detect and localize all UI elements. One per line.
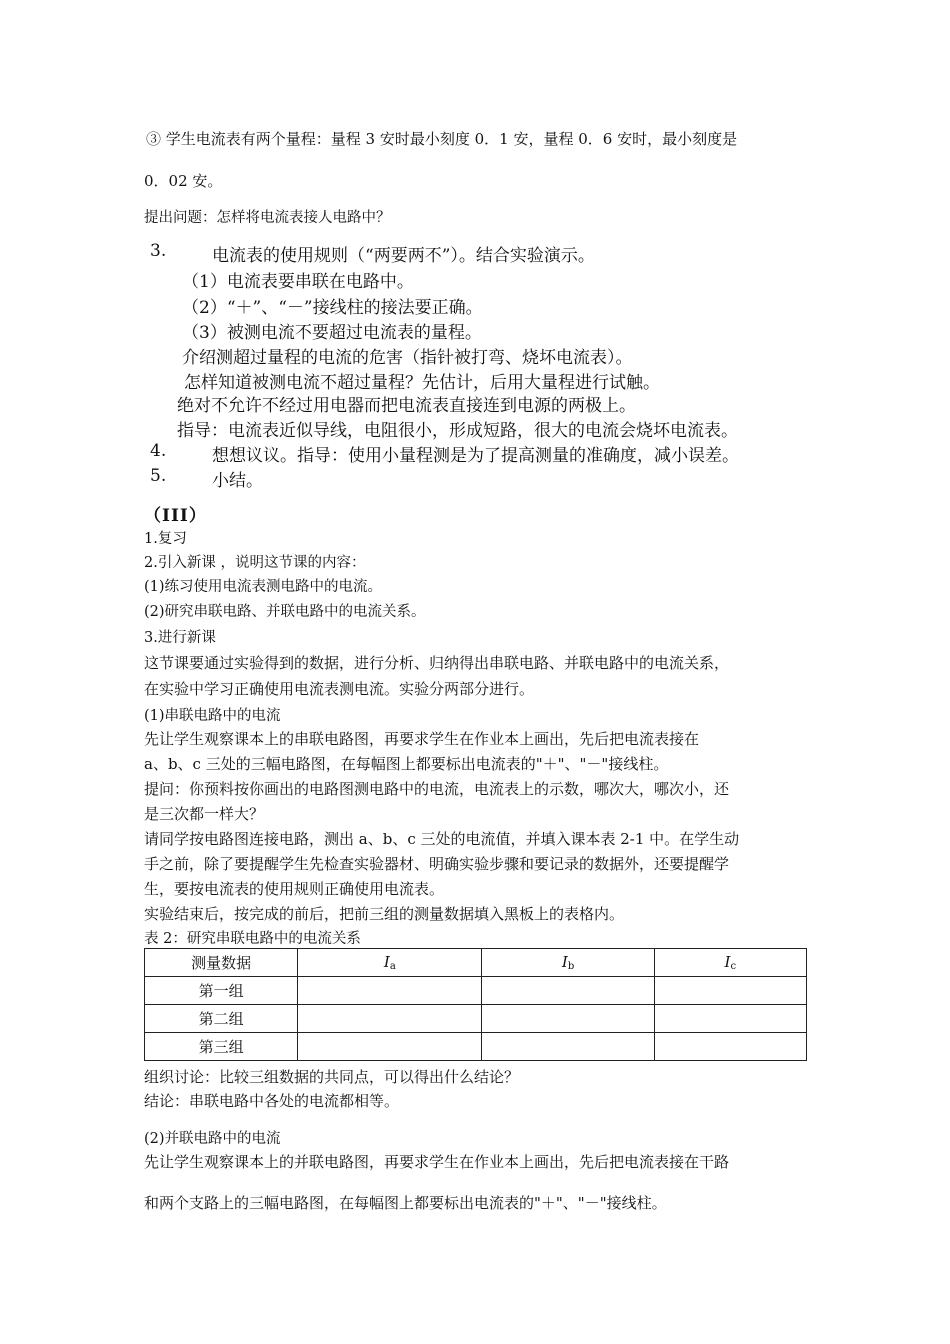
text-line: 先让学生观察课本上的串联电路图，再要求学生在作业本上画出，先后把电流表接在 xyxy=(144,730,700,748)
row-label: 第一组 xyxy=(145,977,298,1005)
table-row xyxy=(145,1033,807,1061)
data-table xyxy=(144,948,807,1061)
table-cell xyxy=(298,1005,482,1033)
header-cell xyxy=(482,949,654,977)
header-symbol: I xyxy=(561,953,568,971)
text-line: 实验结束后，按完成的前后，把前三组的测量数据填入黑板上的表格内。 xyxy=(144,905,625,923)
text-line: 2.引入新课 ，说明这节课的内容： xyxy=(144,555,366,571)
rule-item: 介绍测超过量程的电流的危害（指针被打弯、烧坏电流表）。 xyxy=(182,348,633,368)
table-cell xyxy=(482,977,654,1005)
rule-item: 绝对不允许不经过用电器而把电流表直接连到电源的两极上。 xyxy=(177,396,636,416)
text-line: (2)并联电路中的电流 xyxy=(144,1131,281,1147)
text-line: 组织讨论：比较三组数据的共同点，可以得出什么结论？ xyxy=(144,1068,520,1086)
question-line: 提出问题：怎样将电流表接人电路中？ xyxy=(144,210,391,226)
paragraph-line: 0．02 安。 xyxy=(144,172,223,190)
rule-item: （3）被测电流不要超过电流表的量程。 xyxy=(182,323,482,343)
text-line: (2)研究串联电路、并联电路中的电流关系。 xyxy=(144,604,426,620)
text-line: 是三次都一样大？ xyxy=(144,805,265,823)
text-line: 在实验中学习正确使用电流表测电流。实验分两部分进行。 xyxy=(144,680,535,698)
table-header-row xyxy=(145,949,807,977)
row-label: 第三组 xyxy=(145,1033,298,1061)
table-cell xyxy=(482,1033,654,1061)
table-cell xyxy=(654,1033,806,1061)
header-subscript: a xyxy=(389,961,396,972)
text-line: 结论：串联电路中各处的电流都相等。 xyxy=(144,1092,400,1110)
rule-item: 指导：电流表近似导线，电阻很小，形成短路，很大的电流会烧坏电流表。 xyxy=(177,421,738,441)
text-line: (1)串联电路中的电流 xyxy=(144,708,281,724)
table-cell xyxy=(298,977,482,1005)
rule-item: 怎样知道被测电流不超过量程？先估计，后用大量程进行试触。 xyxy=(184,373,660,393)
text-line: a、b、c 三处的三幅电路图，在每幅图上都要标出电流表的"＋"、"－"接线柱。 xyxy=(144,755,669,773)
header-cell xyxy=(654,949,806,977)
text-line: (1)练习使用电流表测电路中的电流。 xyxy=(144,579,383,595)
header-cell xyxy=(298,949,482,977)
rule-item: （2）“＋”、“－”接线柱的接法要正确。 xyxy=(182,298,483,318)
header-subscript: c xyxy=(730,961,737,972)
text-line: 请同学按电路图连接电路，测出 a、b、c 三处的电流值，并填入课本表 2-1 中。在学生动 xyxy=(144,830,740,848)
header-cell: 测量数据 xyxy=(145,949,298,977)
section-number: 4. xyxy=(150,441,167,461)
rule-item: （1）电流表要串联在电路中。 xyxy=(182,272,414,292)
table-cell xyxy=(654,1005,806,1033)
header-symbol: I xyxy=(383,953,390,971)
header-subscript: b xyxy=(567,961,575,972)
section-title: 电流表的使用规则（“两要两不”）。结合实验演示。 xyxy=(212,246,595,266)
row-label: 第二组 xyxy=(145,1005,298,1033)
text-line: 生，要按电流表的使用规则正确使用电流表。 xyxy=(144,880,445,898)
table-cell xyxy=(482,1005,654,1033)
text-line: 手之前，除了要提醒学生先检查实验器材、明确实验步骤和要记录的数据外，还要提醒学 xyxy=(144,855,730,873)
text-line: 这节课要通过实验得到的数据，进行分析、归纳得出串联电路、并联电路中的电流关系， xyxy=(144,654,730,672)
table-row xyxy=(145,977,807,1005)
text-line: 先让学生观察课本上的并联电路图，再要求学生在作业本上画出，先后把电流表接在干路 xyxy=(144,1153,730,1171)
table-cell xyxy=(654,977,806,1005)
part-heading: （III） xyxy=(144,506,207,526)
text-line: 3.进行新课 xyxy=(144,630,216,646)
table-cell xyxy=(298,1033,482,1061)
text-line: 和两个支路上的三幅电路图，在每幅图上都要标出电流表的"＋"、"－"接线柱。 xyxy=(144,1194,667,1212)
section-number: 5. xyxy=(150,466,167,486)
paragraph-line: ③ 学生电流表有两个量程：量程 3 安时最小刻度 0．1 安，量程 0．6 安时，最小刻度是 xyxy=(146,130,738,148)
text-line: 提问：你预料按你画出的电路图测电路中的电流，电流表上的示数，哪次大，哪次小，还 xyxy=(144,780,730,798)
table-row xyxy=(145,1005,807,1033)
header-symbol: I xyxy=(724,953,731,971)
section-text: 想想议议。指导：使用小量程测是为了提高测量的准确度，减小误差。 xyxy=(212,446,739,466)
text-line: 1.复习 xyxy=(144,531,187,547)
section-text: 小结。 xyxy=(212,471,263,491)
table-caption: 表 2：研究串联电路中的电流关系 xyxy=(144,931,361,947)
section-number: 3. xyxy=(150,241,167,261)
